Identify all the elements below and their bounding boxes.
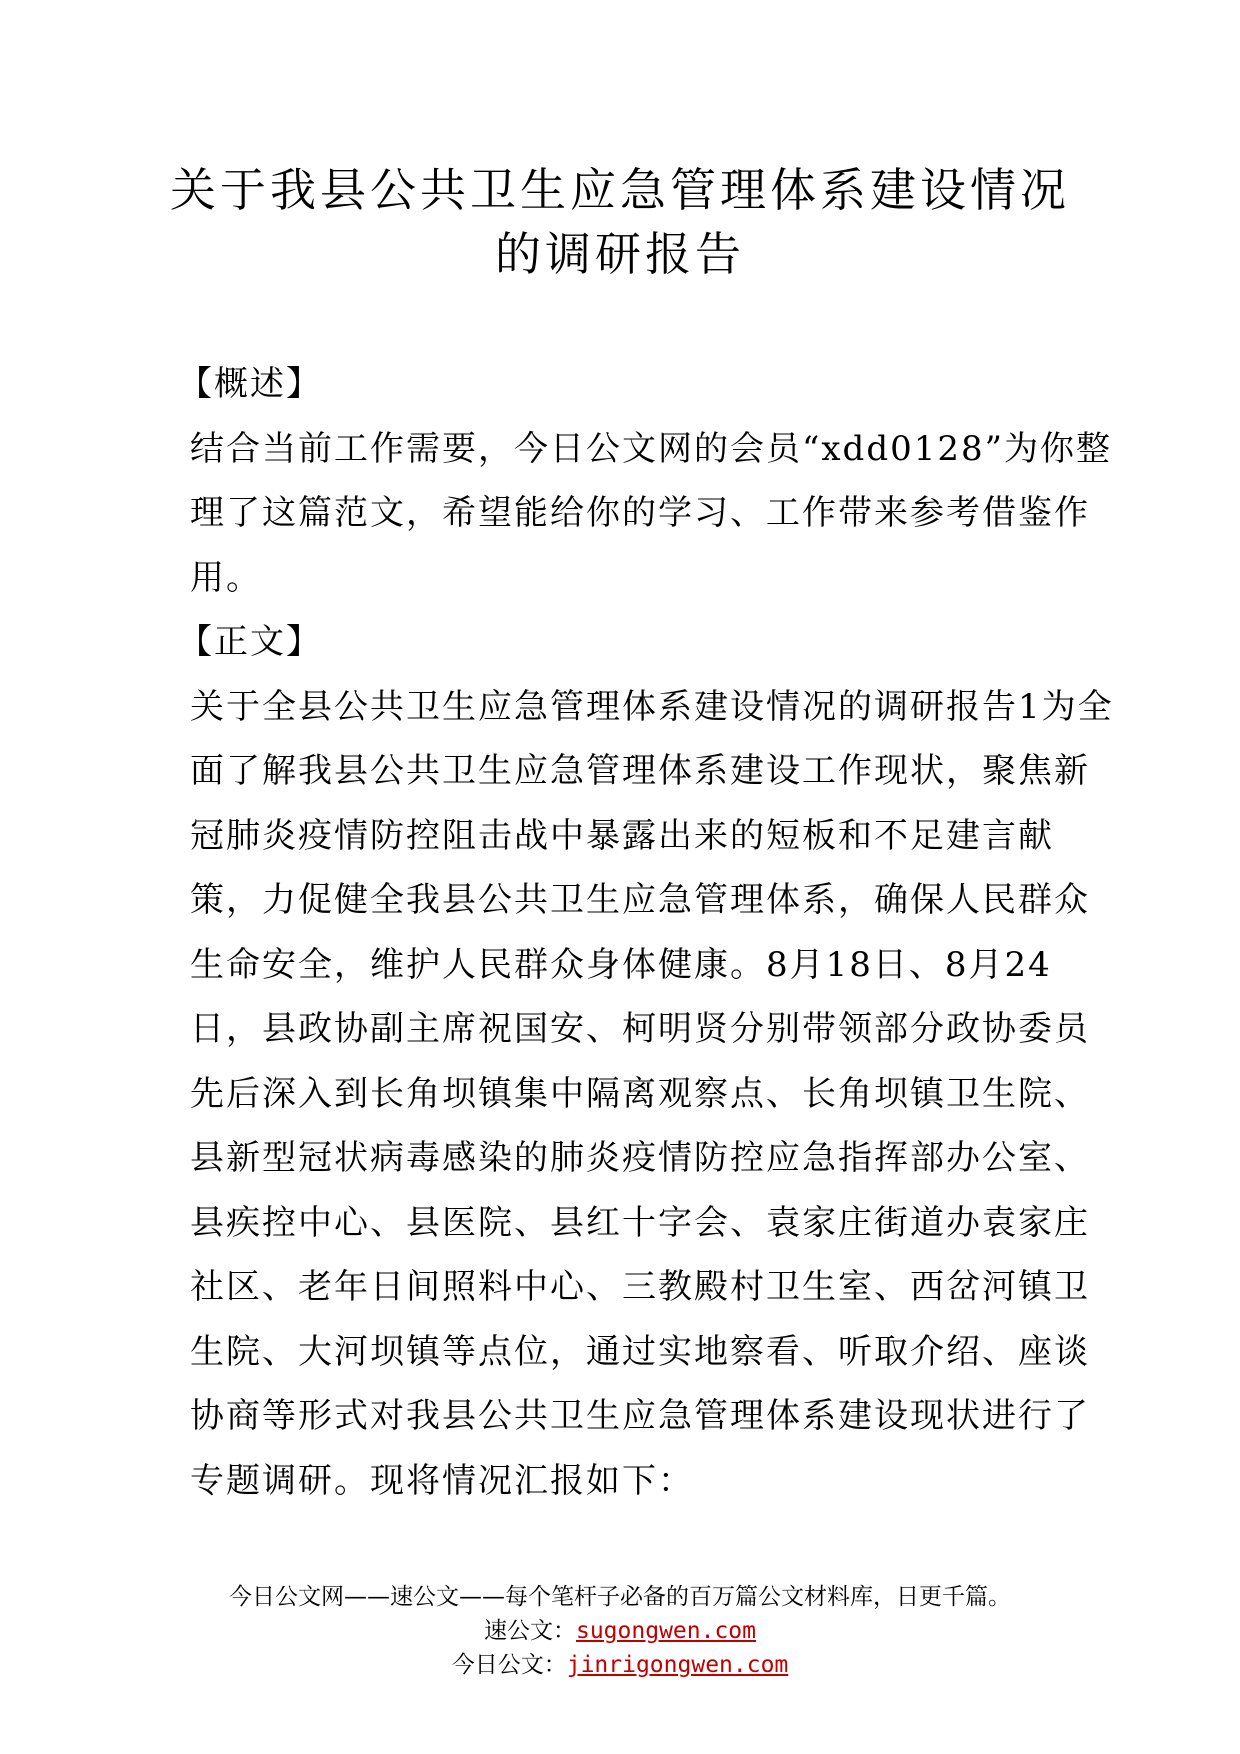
text-line: 社区、老年日间照料中心、三教殿村卫生室、西岔河镇卫 <box>190 1267 1090 1307</box>
overview-heading: 【概述】 <box>178 364 322 404</box>
main-paragraph <box>190 675 1114 1514</box>
text-line: 策，力促健全我县公共卫生应急管理体系，确保人民群众 <box>190 880 1090 920</box>
footer-link-1-label: 速公文： <box>483 1618 576 1644</box>
title-line-2: 的调研报告 <box>495 227 745 281</box>
document-title <box>150 158 1090 286</box>
text-line: 协商等形式对我县公共卫生应急管理体系建设现状进行了 <box>190 1396 1090 1436</box>
footer-slogan: 今日公文网——速公文——每个笔杆子必备的百万篇公文材料库，日更千篇。 <box>229 1584 1011 1610</box>
text-line: 县新型冠状病毒感染的肺炎疫情防控应急指挥部办公室、 <box>190 1138 1090 1178</box>
text-line: 结合当前工作需要，今日公文网的会员“xdd0128”为你整 <box>190 428 1112 469</box>
text-line: 理了这篇范文，希望能给你的学习、工作带来参考借鉴作 <box>190 493 1090 533</box>
text-line: 面了解我县公共卫生应急管理体系建设工作现状，聚焦新 <box>190 751 1090 791</box>
text-line: 生院、大河坝镇等点位，通过实地察看、听取介绍、座谈 <box>190 1331 1090 1372</box>
text-line: 冠肺炎疫情防控阻击战中暴露出来的短板和不足建言献 <box>190 815 1054 856</box>
page-footer <box>0 1580 1240 1682</box>
text-line: 生命安全，维护人民群众身体健康。8月18日、8月24 <box>190 944 1052 985</box>
footer-link-row-2 <box>0 1648 1240 1682</box>
footer-link-row-1 <box>0 1614 1240 1648</box>
title-line-1: 关于我县公共卫生应急管理体系建设情况 <box>170 163 1070 217</box>
jinrigongwen-link[interactable]: jinrigongwen.com <box>566 1652 789 1678</box>
document-body <box>178 352 1114 1513</box>
text-line: 关于全县公共卫生应急管理体系建设情况的调研报告1为全 <box>190 686 1114 727</box>
sugongwen-link[interactable]: sugongwen.com <box>575 1618 756 1644</box>
main-heading: 【正文】 <box>178 622 322 662</box>
text-line: 用。 <box>190 557 262 598</box>
text-line: 县疾控中心、县医院、县红十字会、袁家庄街道办袁家庄 <box>190 1202 1090 1243</box>
overview-paragraph <box>190 417 1112 611</box>
text-line: 专题调研。现将情况汇报如下： <box>190 1460 694 1501</box>
text-line: 先后深入到长角坝镇集中隔离观察点、长角坝镇卫生院、 <box>190 1073 1090 1114</box>
text-line: 日，县政协副主席祝国安、柯明贤分别带领部分政协委员 <box>190 1009 1090 1049</box>
footer-link-2-label: 今日公文： <box>451 1652 567 1678</box>
